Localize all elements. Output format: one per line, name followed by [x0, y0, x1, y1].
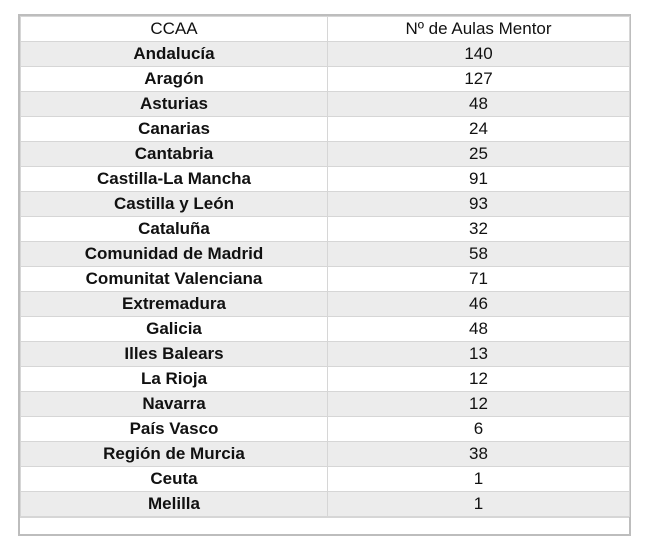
table-row: [21, 392, 630, 417]
aulas-count: 25: [328, 142, 630, 167]
region-name: Castilla-La Mancha: [21, 167, 328, 192]
table-row: [21, 267, 630, 292]
aulas-count: 127: [328, 67, 630, 92]
table-row: [21, 317, 630, 342]
table-bottom-padding: [20, 517, 629, 534]
aulas-count: 71: [328, 267, 630, 292]
table-row: [21, 242, 630, 267]
region-name: Región de Murcia: [21, 442, 328, 467]
header-row: [21, 17, 630, 42]
aulas-count: 48: [328, 317, 630, 342]
aulas-count: 38: [328, 442, 630, 467]
table-row: [21, 117, 630, 142]
column-header-aulas: Nº de Aulas Mentor: [328, 17, 630, 42]
table-row: [21, 417, 630, 442]
region-name: Comunidad de Madrid: [21, 242, 328, 267]
region-name: Andalucía: [21, 42, 328, 67]
table-header: [21, 17, 630, 42]
aulas-count: 12: [328, 392, 630, 417]
aulas-count: 13: [328, 342, 630, 367]
aulas-count: 46: [328, 292, 630, 317]
aulas-count: 140: [328, 42, 630, 67]
table-row: [21, 42, 630, 67]
region-name: Aragón: [21, 67, 328, 92]
aulas-count: 93: [328, 192, 630, 217]
table-row: [21, 442, 630, 467]
table-row: [21, 492, 630, 517]
region-name: Asturias: [21, 92, 328, 117]
region-name: Cantabria: [21, 142, 328, 167]
region-name: Ceuta: [21, 467, 328, 492]
table-row: [21, 67, 630, 92]
aulas-count: 1: [328, 467, 630, 492]
region-name: Navarra: [21, 392, 328, 417]
region-name: Extremadura: [21, 292, 328, 317]
aulas-count: 12: [328, 367, 630, 392]
region-name: País Vasco: [21, 417, 328, 442]
table-row: [21, 167, 630, 192]
table-row: [21, 467, 630, 492]
column-header-ccaa: CCAA: [21, 17, 328, 42]
aulas-mentor-table: [18, 14, 631, 536]
data-table: [20, 16, 630, 517]
table-row: [21, 342, 630, 367]
region-name: Comunitat Valenciana: [21, 267, 328, 292]
table-row: [21, 367, 630, 392]
table-body: [21, 42, 630, 517]
table-row: [21, 217, 630, 242]
aulas-count: 91: [328, 167, 630, 192]
region-name: Canarias: [21, 117, 328, 142]
aulas-count: 24: [328, 117, 630, 142]
region-name: La Rioja: [21, 367, 328, 392]
aulas-count: 58: [328, 242, 630, 267]
table-row: [21, 92, 630, 117]
aulas-count: 6: [328, 417, 630, 442]
region-name: Cataluña: [21, 217, 328, 242]
table-row: [21, 142, 630, 167]
region-name: Castilla y León: [21, 192, 328, 217]
table-row: [21, 292, 630, 317]
aulas-count: 48: [328, 92, 630, 117]
table-row: [21, 192, 630, 217]
aulas-count: 32: [328, 217, 630, 242]
region-name: Melilla: [21, 492, 328, 517]
region-name: Illes Balears: [21, 342, 328, 367]
region-name: Galicia: [21, 317, 328, 342]
aulas-count: 1: [328, 492, 630, 517]
